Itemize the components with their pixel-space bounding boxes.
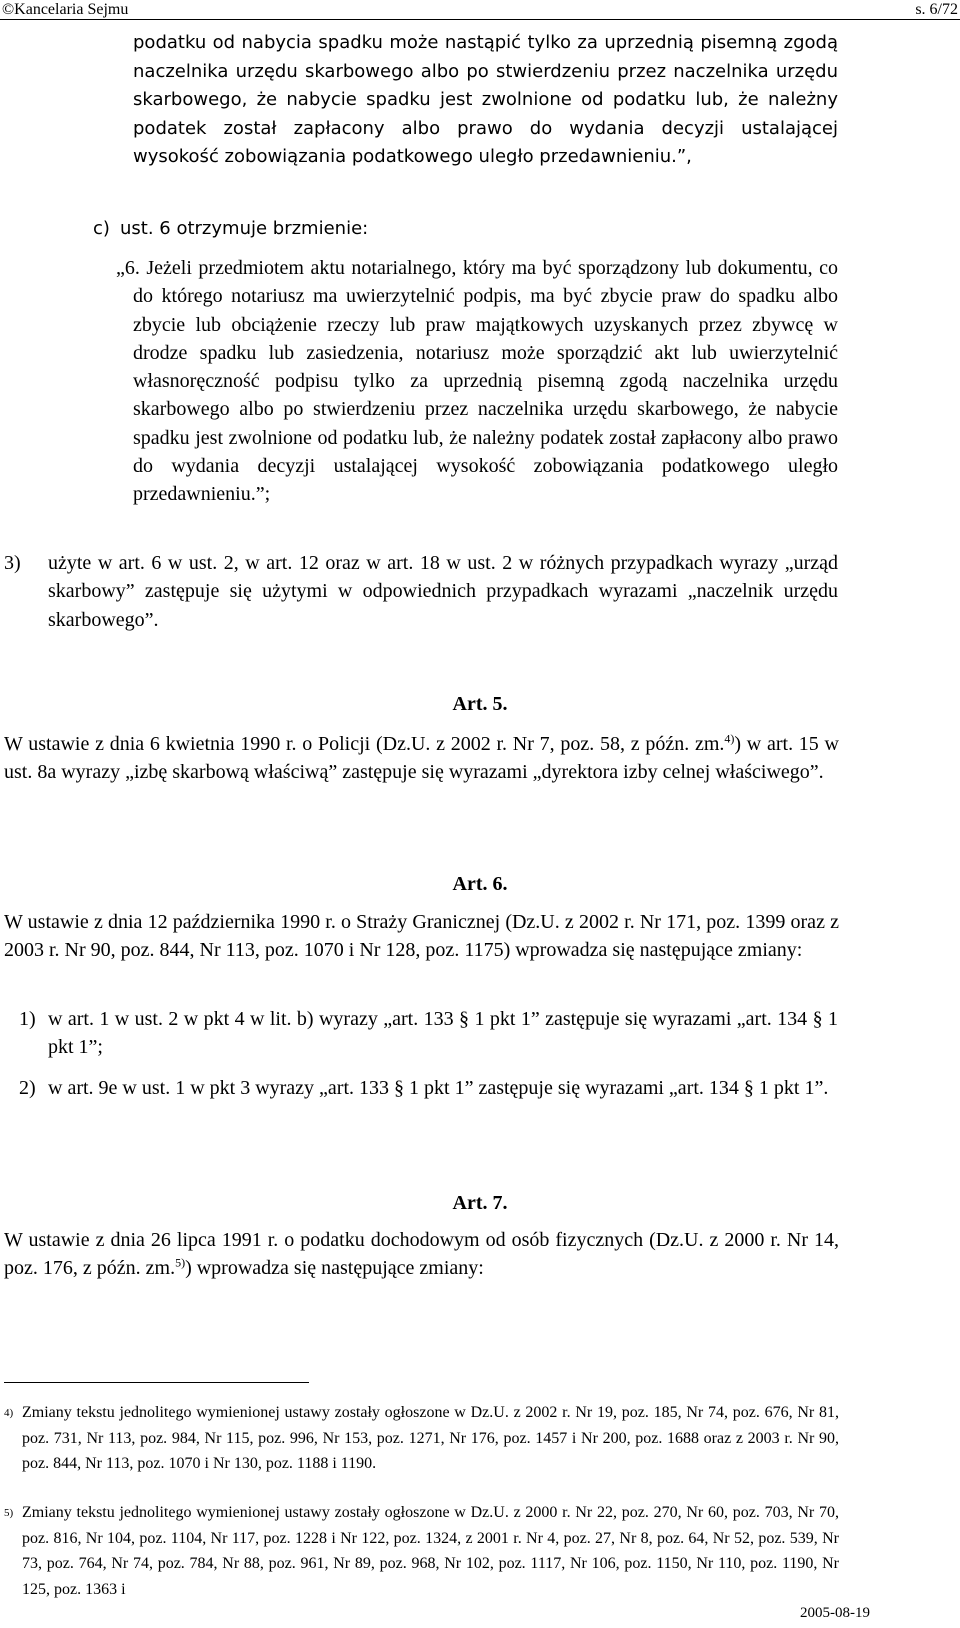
footnote-separator bbox=[4, 1382, 309, 1383]
header-rule bbox=[0, 19, 960, 20]
footnote-ref-4[interactable]: 4) bbox=[724, 731, 735, 746]
footnote-4-mark: 4) bbox=[4, 1407, 14, 1419]
footer-date: 2005-08-19 bbox=[800, 1605, 870, 1621]
header-copyright: ©Kancelaria Sejmu bbox=[2, 1, 129, 18]
item-3-label: 3) bbox=[4, 552, 21, 574]
article-5-heading: Art. 5. bbox=[452, 693, 508, 715]
article-6-intro: W ustawie z dnia 12 października 1990 r. o Straży Granicznej (Dz.U. z 2002 r. Nr 171, poz. 1399 oraz z 2003 r. Nr 90, poz. 844, Nr 113, poz. 1070 i Nr 128, poz. 1175) wprowadza się następujące zmiany: bbox=[4, 911, 839, 962]
article-6-item-2-text: w art. 9e w ust. 1 w pkt 3 wyrazy „art. 133 § 1 pkt 1” zastępuje się wyrazami „art. 134 § 1 pkt 1”. bbox=[48, 1077, 829, 1099]
footnote-4-text: Zmiany tekstu jednolitego wymienionej ustawy zostały ogłoszone w Dz.U. z 2002 r. Nr 19, poz. 185, Nr 74, poz. 676, Nr 81, poz. 731, Nr 113, poz. 984, Nr 115, poz. 996, Nr 153, poz. 1271, Nr 176, poz. 1457 i Nr 200, poz. 1688 oraz z 2003 r. Nr 90, poz. 844, Nr 113, poz. 1070 i Nr 130, poz. 1188 i 1190. bbox=[22, 1404, 839, 1472]
article-6-item-2-label: 2) bbox=[19, 1077, 36, 1099]
item-c-text: ust. 6 otrzymuje brzmienie: bbox=[120, 218, 369, 239]
item-c-label: c) bbox=[93, 218, 110, 239]
article-7-heading: Art. 7. bbox=[452, 1192, 508, 1214]
paragraph-continuation: podatku od nabycia spadku może nastąpić tylko za uprzednią pisemną zgodą naczelnika urzędu skarbowego albo po stwierdzeniu przez naczelnika urzędu skarbowego, że nabycie spadku jest zwolnione od podatku lub, że należny podatek został zapłacony albo prawo do wydania decyzji ustalającej wysokość zobowiązania podatkowego uległo przedawnieniu.”, bbox=[133, 32, 838, 167]
article-6-item-1-label: 1) bbox=[19, 1008, 36, 1030]
header-page-number: s. 6/72 bbox=[915, 1, 958, 18]
article-6-item-1-text: w art. 1 w ust. 2 w pkt 4 w lit. b) wyrazy „art. 133 § 1 pkt 1” zastępuje się wyrazami „art. 134 § 1 pkt 1”; bbox=[48, 1008, 838, 1059]
article-5-text: W ustawie z dnia 6 kwietnia 1990 r. o Policji (Dz.U. z 2002 r. Nr 7, poz. 58, z późn. zm.$^{4)}$) w art. 15 w ust. 8a wyrazy „izbę skarbową właściwą” zastępuje się wyrazami „dyrektora izby celnej właściwego”. bbox=[4, 731, 839, 784]
article-6-heading: Art. 6. bbox=[452, 873, 508, 895]
article-7-text: W ustawie z dnia 26 lipca 1991 r. o podatku dochodowym od osób fizycznych (Dz.U. z 2000 r. Nr 14, poz. 176, z późn. zm.$^{5)}$) wprowadza się następujące zmiany: bbox=[4, 1229, 839, 1280]
paragraph-6: „6. Jeżeli przedmiotem aktu notarialnego, który ma być sporządzony lub dokumentu, co do którego notariusz ma uwierzytelnić podpis, ma być zbycie praw do spadku albo zbycie lub obciążenie rzeczy lub praw majątkowych uzyskanych przez zbywcę w drodze spadku lub zasiedzenia, notariusz może sporządzić akt lub uwierzytelnić własnoręczność podpisu tylko za uprzednią pisemną zgodą naczelnika urzędu skarbowego albo po stwierdzeniu przez naczelnika urzędu skarbowego, że nabycie spadku jest zwolnione od podatku lub, że należny podatek został zapłacony albo prawo do wydania decyzji ustalającej wysokość zobowiązania podatkowego uległo przedawnieniu.”; bbox=[116, 257, 838, 506]
footnote-5-text: Zmiany tekstu jednolitego wymienionej ustawy zostały ogłoszone w Dz.U. z 2000 r. Nr 22, poz. 270, Nr 60, poz. 703, Nr 70, poz. 816, Nr 104, poz. 1104, Nr 117, poz. 1228 i Nr 122, poz. 1324, z 2001 r. Nr 4, poz. 27, Nr 8, poz. 64, Nr 52, poz. 539, Nr 73, poz. 764, Nr 74, poz. 784, Nr 88, poz. 961, Nr 89, poz. 968, Nr 102, poz. 1117, Nr 106, poz. 1150, Nr 110, poz. 1190, Nr 125, poz. 1363 i bbox=[22, 1504, 839, 1598]
footnote-ref-5[interactable]: 5) bbox=[175, 1255, 186, 1270]
footnote-5-mark: 5) bbox=[4, 1507, 14, 1519]
item-3-text: użyte w art. 6 w ust. 2, w art. 12 oraz w art. 18 w ust. 2 w różnych przypadkach wyrazy „urząd skarbowy” zastępuje się użytymi w odpowiednich przypadkach wyrazami „naczelnik urzędu skarbowego”. bbox=[48, 552, 838, 631]
